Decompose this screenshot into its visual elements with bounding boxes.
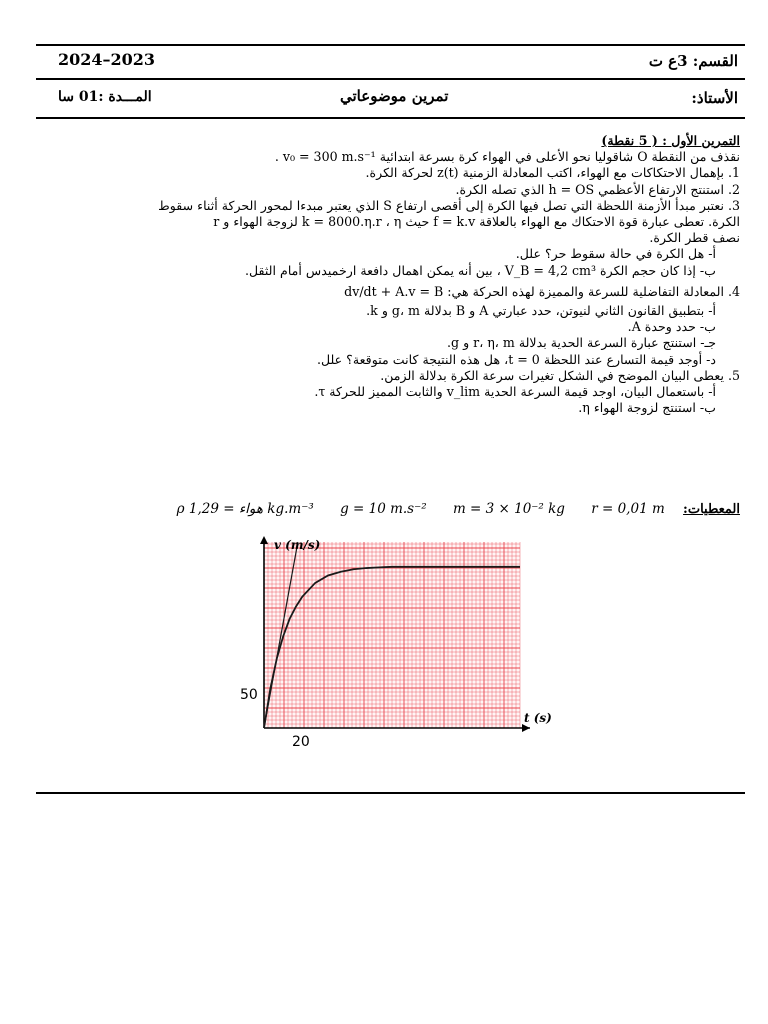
- exercise-line: جـ- استنتج عبارة السرعة الحدية بدلالة r، η، m و g.: [447, 335, 716, 351]
- duration: المـــدة :01 سا: [58, 89, 152, 105]
- givens-label: المعطيات:: [683, 502, 740, 517]
- top-rule: [36, 44, 745, 46]
- exercise-line: نقذف من النقطة O شاقوليا نحو الأعلى في الهواء كرة بسرعة ابتدائية v₀ = 300 m.s⁻¹ .: [274, 149, 740, 165]
- exercise-line: ب- استنتج لزوجة الهواء η.: [578, 400, 716, 416]
- x-tick-label: 20: [292, 734, 310, 750]
- y-axis-label: v (m/s): [274, 538, 321, 552]
- exercise-line: 2. استنتج الارتفاع الأعظمي h = OS الذي تصله الكرة.: [455, 181, 740, 197]
- header-mid-rule: [36, 78, 745, 80]
- chart-grid: [264, 542, 520, 728]
- given-g: g = 10 m.s⁻²: [340, 501, 427, 517]
- given-m: m = 3 × 10⁻² kg: [452, 501, 565, 517]
- exercise-line: الكرة. تعطى عبارة قوة الاحتكاك مع الهواء بالعلاقة f = k.v حيث k = 8000.η.r ، η لزوجة الهواء و r: [213, 214, 740, 230]
- exercise-line: 3. نعتبر مبدأ الأزمنة اللحظة التي تصل فيها الكرة إلى أقصى ارتفاع S الذي يعتبر مبدءا لمحور الحركة أثناء سقوط: [158, 197, 740, 213]
- exercise-line: أ- هل الكرة في حالة سقوط حر؟ علل.: [515, 246, 716, 262]
- given-r: r = 0,01 m: [591, 501, 665, 517]
- x-axis-arrow: [522, 724, 530, 732]
- exercise-line: 5. يعطى البيان الموضح في الشكل تغيرات سرعة الكرة بدلالة الزمن.: [380, 367, 740, 383]
- givens-row: [155, 501, 740, 517]
- y-tick-label: 50: [240, 687, 258, 703]
- x-axis-label: t (s): [524, 711, 552, 725]
- exercise-line: 4. المعادلة التفاضلية للسرعة والمميزة لهذه الحركة هي: dv/dt + A.v = B: [344, 283, 740, 299]
- exercise-body: [30, 133, 740, 416]
- page-title: تمرين موضوعاتي: [340, 87, 449, 105]
- teacher-label: الأستاذ:: [691, 89, 738, 107]
- velocity-time-chart: [230, 532, 560, 752]
- class-label: القسم: 3ع ت: [648, 52, 738, 70]
- given-rho: ρ هواء = 1,29 kg.m⁻³: [176, 501, 314, 517]
- header-bottom-rule: [36, 117, 745, 119]
- bottom-rule: [36, 792, 745, 794]
- exercise-line: نصف قطر الكرة.: [649, 230, 740, 246]
- exercise-line: ب- حدد وحدة A.: [627, 319, 716, 335]
- school-year: 2024–2023: [58, 50, 156, 69]
- exercise-line: أ- باستعمال البيان، اوجد قيمة السرعة الحدية v_lim والثابت المميز للحركة τ.: [314, 384, 716, 400]
- y-axis-arrow: [260, 536, 268, 544]
- exercise-title: التمرين الأول : ( 5 نقطة): [601, 133, 740, 148]
- exercise-line: ب- إذا كان حجم الكرة V_B = 4,2 cm³ ، بين أنه يمكن اهمال دافعة ارخميدس أمام الثقل.: [244, 262, 716, 278]
- exercise-line: أ- بتطبيق القانون الثاني لنيوتن، حدد عبارتي A و B بدلالة g، m و k.: [366, 303, 716, 319]
- exercise-line: 1. بإهمال الاحتكاكات مع الهواء، اكتب المعادلة الزمنية z(t) لحركة الكرة.: [365, 165, 740, 181]
- exercise-line: د- أوجد قيمة التسارع عند اللحظة t = 0، هل هذه النتيجة كانت متوقعة؟ علل.: [316, 351, 716, 367]
